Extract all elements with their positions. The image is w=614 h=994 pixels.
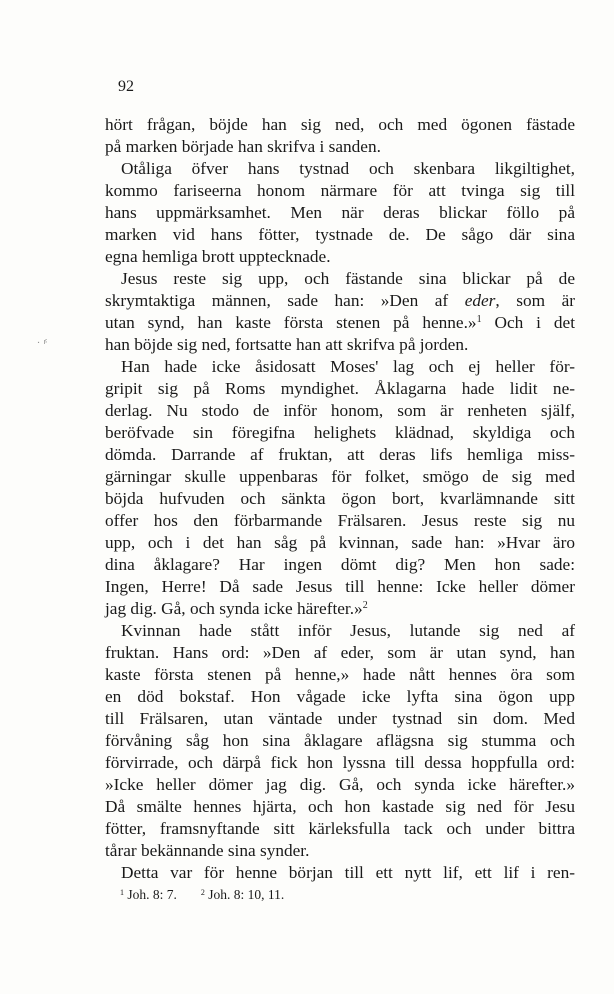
text-line <box>105 488 575 510</box>
line-text: tårar bekännande sina synder. <box>105 841 310 860</box>
italic-word: eder <box>464 291 496 310</box>
line-text: Han hade icke åsidosatt Moses' lag och ej heller för- <box>121 357 575 376</box>
footnote <box>201 887 296 902</box>
line-text: marken vid hans fötter, tystnade de. De sågo där sina <box>105 225 575 244</box>
line-text: beröfvade sin föregifna helighets klädnad, skyldiga och <box>105 423 575 442</box>
line-text: han böjde sig ned, fortsatte han att skrifva på jorden. <box>105 335 469 354</box>
footnote-ref: 2 <box>362 600 368 611</box>
text-line <box>105 532 575 554</box>
text-line <box>105 642 575 664</box>
line-text: dömda. Darrande af fruktan, att deras lifs hemliga miss- <box>105 445 575 464</box>
line-text: förvirrade, och därpå fick hon lyssna till dessa hoppfulla ord: <box>105 753 575 772</box>
text-line <box>105 752 575 774</box>
text-line <box>105 444 575 466</box>
footnote-text: Joh. 8: 10, 11. <box>204 887 285 902</box>
text-line <box>105 576 575 598</box>
text-line <box>105 268 575 290</box>
text-line <box>105 510 575 532</box>
line-text: utan synd, han kaste första stenen på henne.» <box>105 313 477 332</box>
line-text: upp, och i det han såg på kvinnan, sade han: »Hvar äro <box>105 533 575 552</box>
text-line <box>105 114 575 136</box>
line-text: på marken började han skrifva i sanden. <box>105 137 381 156</box>
text-line <box>105 136 575 158</box>
text-line <box>105 664 575 686</box>
text-line <box>105 356 575 378</box>
text-line <box>105 620 575 642</box>
line-text: hört frågan, böjde han sig ned, och med ögonen fästade <box>105 115 575 134</box>
line-text: Då smälte hennes hjärta, och hon kastade sig ned för Jesu <box>105 797 575 816</box>
text-line <box>105 334 575 356</box>
line-text: till Frälsaren, utan väntade under tystnad sin dom. Med <box>105 709 575 728</box>
footnotes <box>120 887 308 903</box>
line-text: jag dig. Gå, och synda icke härefter.» <box>105 599 363 618</box>
text-line <box>105 312 575 334</box>
line-text: en död bokstaf. Hon vågade icke lyfta sina ögon upp <box>105 687 575 706</box>
text-line <box>105 246 575 268</box>
line-text-after: , som är <box>495 291 575 310</box>
text-line <box>105 554 575 576</box>
text-line <box>105 290 575 312</box>
line-text: hans uppmärksamhet. Men när deras blickar föllo på <box>105 203 575 222</box>
page-number: 92 <box>118 78 134 95</box>
line-text: Kvinnan hade stått inför Jesus, lutande sig ned af <box>121 621 575 640</box>
text-line <box>105 378 575 400</box>
text-line <box>105 730 575 752</box>
line-text: kaste första stenen på henne,» hade nått hennes öra som <box>105 665 575 684</box>
text-body <box>105 114 575 884</box>
text-line <box>105 224 575 246</box>
margin-mark: ˑ ⸄ <box>37 338 49 350</box>
line-text: böjda hufvuden och sänkta ögon bort, kvarlämnande sitt <box>105 489 575 508</box>
footnote-ref: 1 <box>476 314 482 325</box>
footnote-mark: 1 <box>120 888 124 897</box>
line-text-after: Och i det <box>481 313 576 332</box>
line-text: egna hemliga brott upptecknade. <box>105 247 331 266</box>
line-text: »Icke heller dömer jag dig. Gå, och synda icke härefter.» <box>105 775 575 794</box>
text-line <box>105 774 575 796</box>
text-line <box>105 202 575 224</box>
footnote <box>120 887 189 902</box>
line-text: kommo fariseerna honom närmare för att tvinga sig till <box>105 181 575 200</box>
line-text: Ingen, Herre! Då sade Jesus till henne: Icke heller dömer <box>105 577 575 596</box>
footnote-text: Joh. 8: 7. <box>124 887 177 902</box>
text-line <box>105 400 575 422</box>
text-line <box>105 818 575 840</box>
footnote-mark: 2 <box>200 888 205 897</box>
line-text: dina åklagare? Har ingen dömt dig? Men hon sade: <box>105 555 575 574</box>
text-line <box>105 180 575 202</box>
line-text: skrymtaktiga männen, sade han: »Den af <box>105 291 465 310</box>
text-line <box>105 840 575 862</box>
line-text: Otåliga öfver hans tystnad och skenbara likgiltighet, <box>121 159 575 178</box>
line-text: Jesus reste sig upp, och fästande sina blickar på de <box>121 269 575 288</box>
line-text: gärningar skulle uppenbaras för folket, smögo de sig med <box>105 467 575 486</box>
line-text: offer hos den förbarmande Frälsaren. Jesus reste sig nu <box>105 511 575 530</box>
text-line <box>105 862 575 884</box>
text-line <box>105 598 575 620</box>
text-line <box>105 158 575 180</box>
line-text: derlag. Nu stodo de inför honom, som är renheten själf, <box>105 401 575 420</box>
line-text: förvåning såg hon sina åklagare aflägsna sig stumma och <box>105 731 575 750</box>
line-text: fruktan. Hans ord: »Den af eder, som är utan synd, han <box>105 643 575 662</box>
text-line <box>105 686 575 708</box>
text-line <box>105 708 575 730</box>
line-text: Detta var för henne början till ett nytt lif, ett lif i ren- <box>121 863 575 882</box>
text-line <box>105 466 575 488</box>
text-line <box>105 422 575 444</box>
text-line <box>105 796 575 818</box>
line-text: gripit sig på Roms myndighet. Åklagarna hade lidit ne- <box>105 379 575 398</box>
line-text: fötter, framsnyftande sitt kärleksfulla tack och under bittra <box>105 819 575 838</box>
